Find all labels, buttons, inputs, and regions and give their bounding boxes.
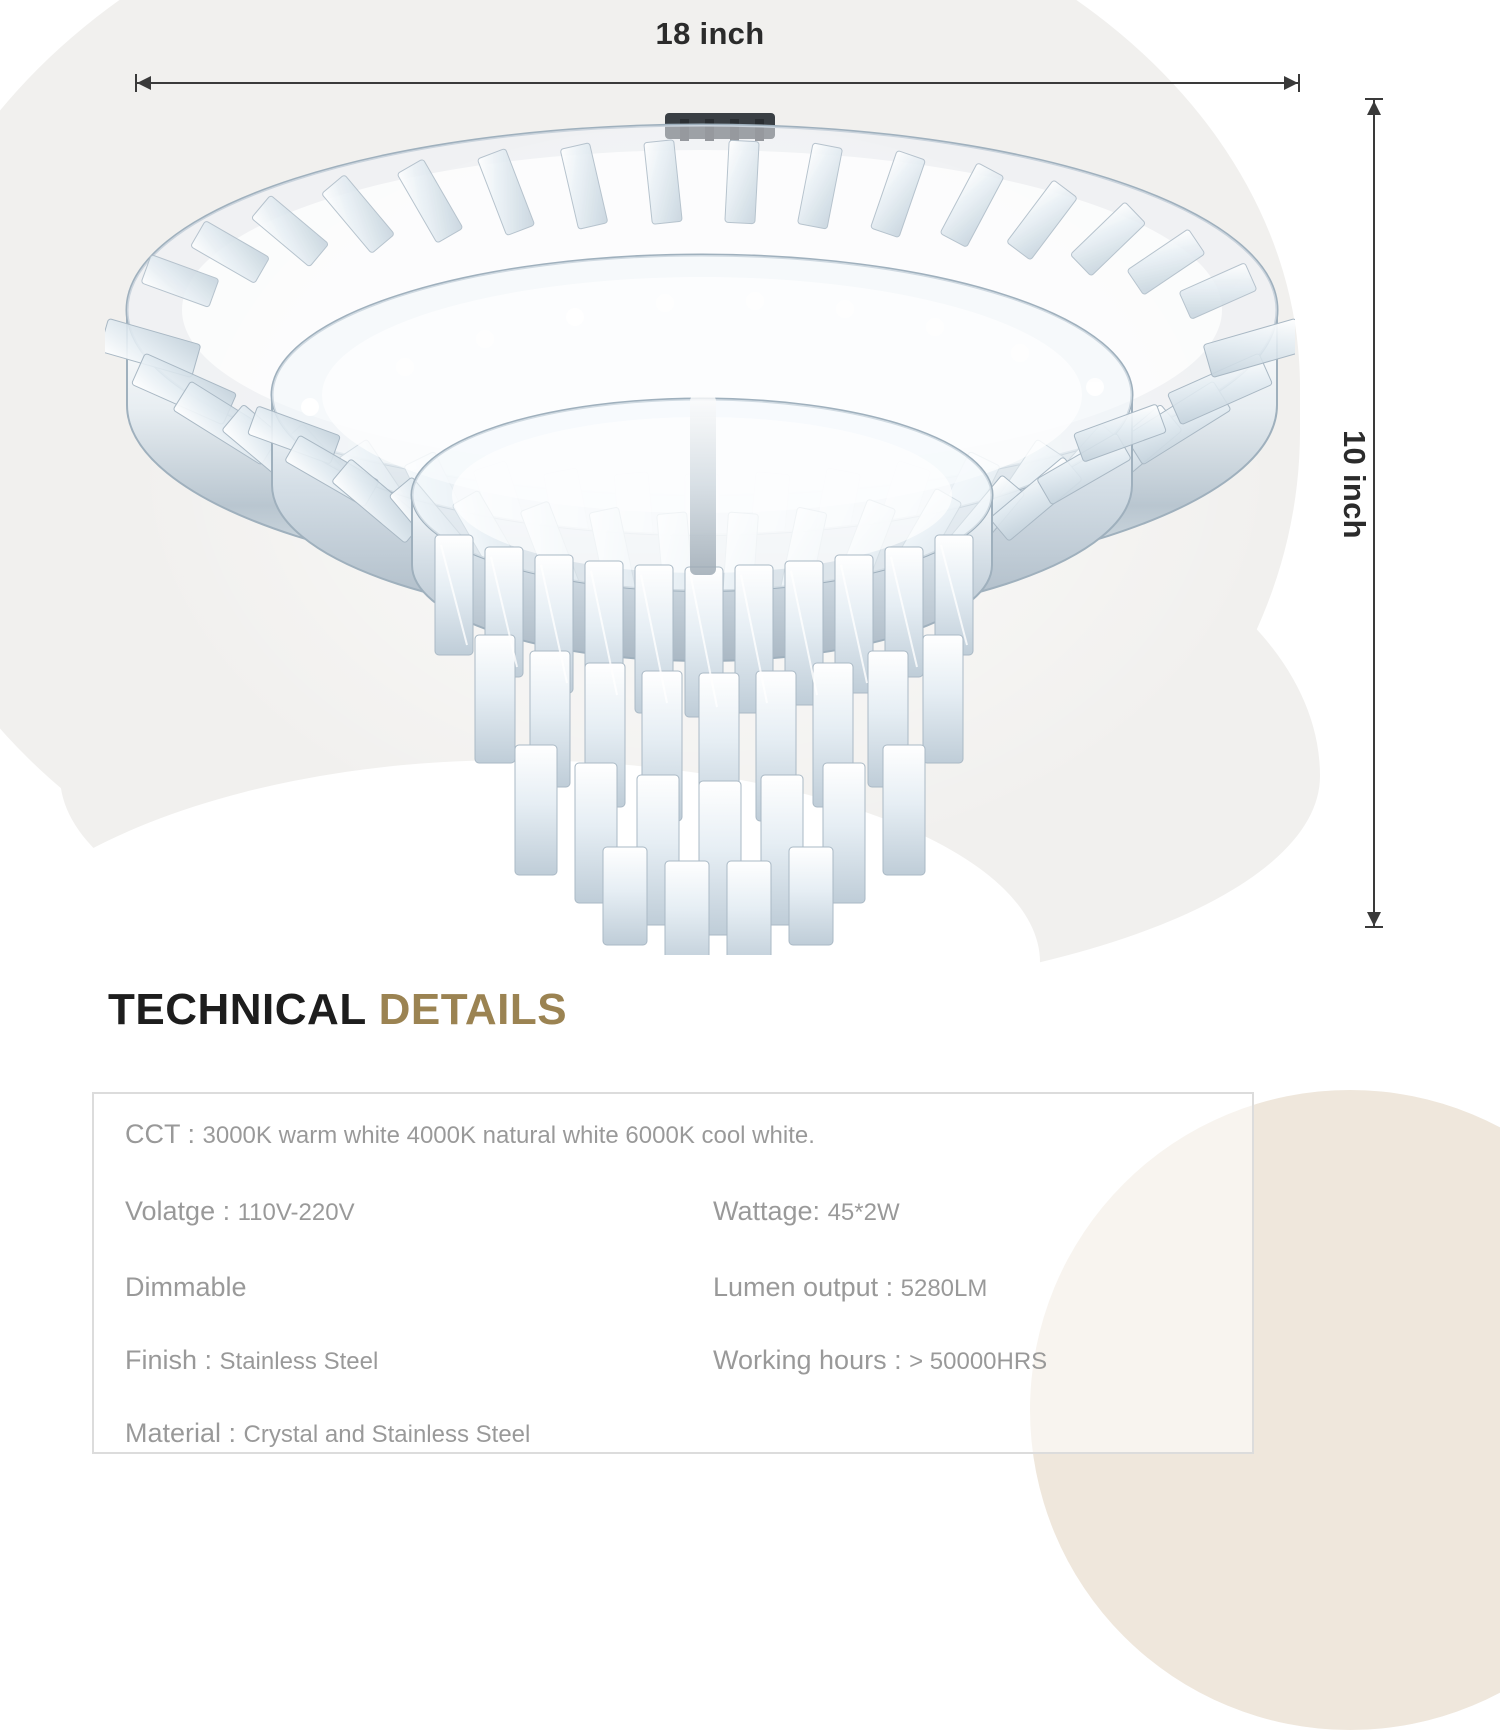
height-dimension-cap-top xyxy=(1365,98,1383,100)
technical-details-heading-part2: DETAILS xyxy=(378,985,568,1034)
product-image-crystal-ceiling-light xyxy=(105,95,1295,955)
height-dimension-label: 10 inch xyxy=(1337,430,1372,539)
height-arrow-top xyxy=(1367,101,1381,115)
width-dimension-label: 18 inch xyxy=(655,16,765,51)
width-arrow-right xyxy=(1284,76,1298,90)
height-dimension-line xyxy=(1373,98,1375,928)
height-dimension-cap-bottom xyxy=(1365,926,1383,928)
technical-details-heading xyxy=(108,985,567,1035)
width-dimension-cap-right xyxy=(1298,74,1300,92)
height-arrow-bottom xyxy=(1367,912,1381,926)
technical-details-box xyxy=(92,1092,1254,1454)
width-dimension-line xyxy=(135,82,1300,84)
technical-details-heading-part1: TECHNICAL xyxy=(108,985,379,1034)
width-arrow-left xyxy=(137,76,151,90)
